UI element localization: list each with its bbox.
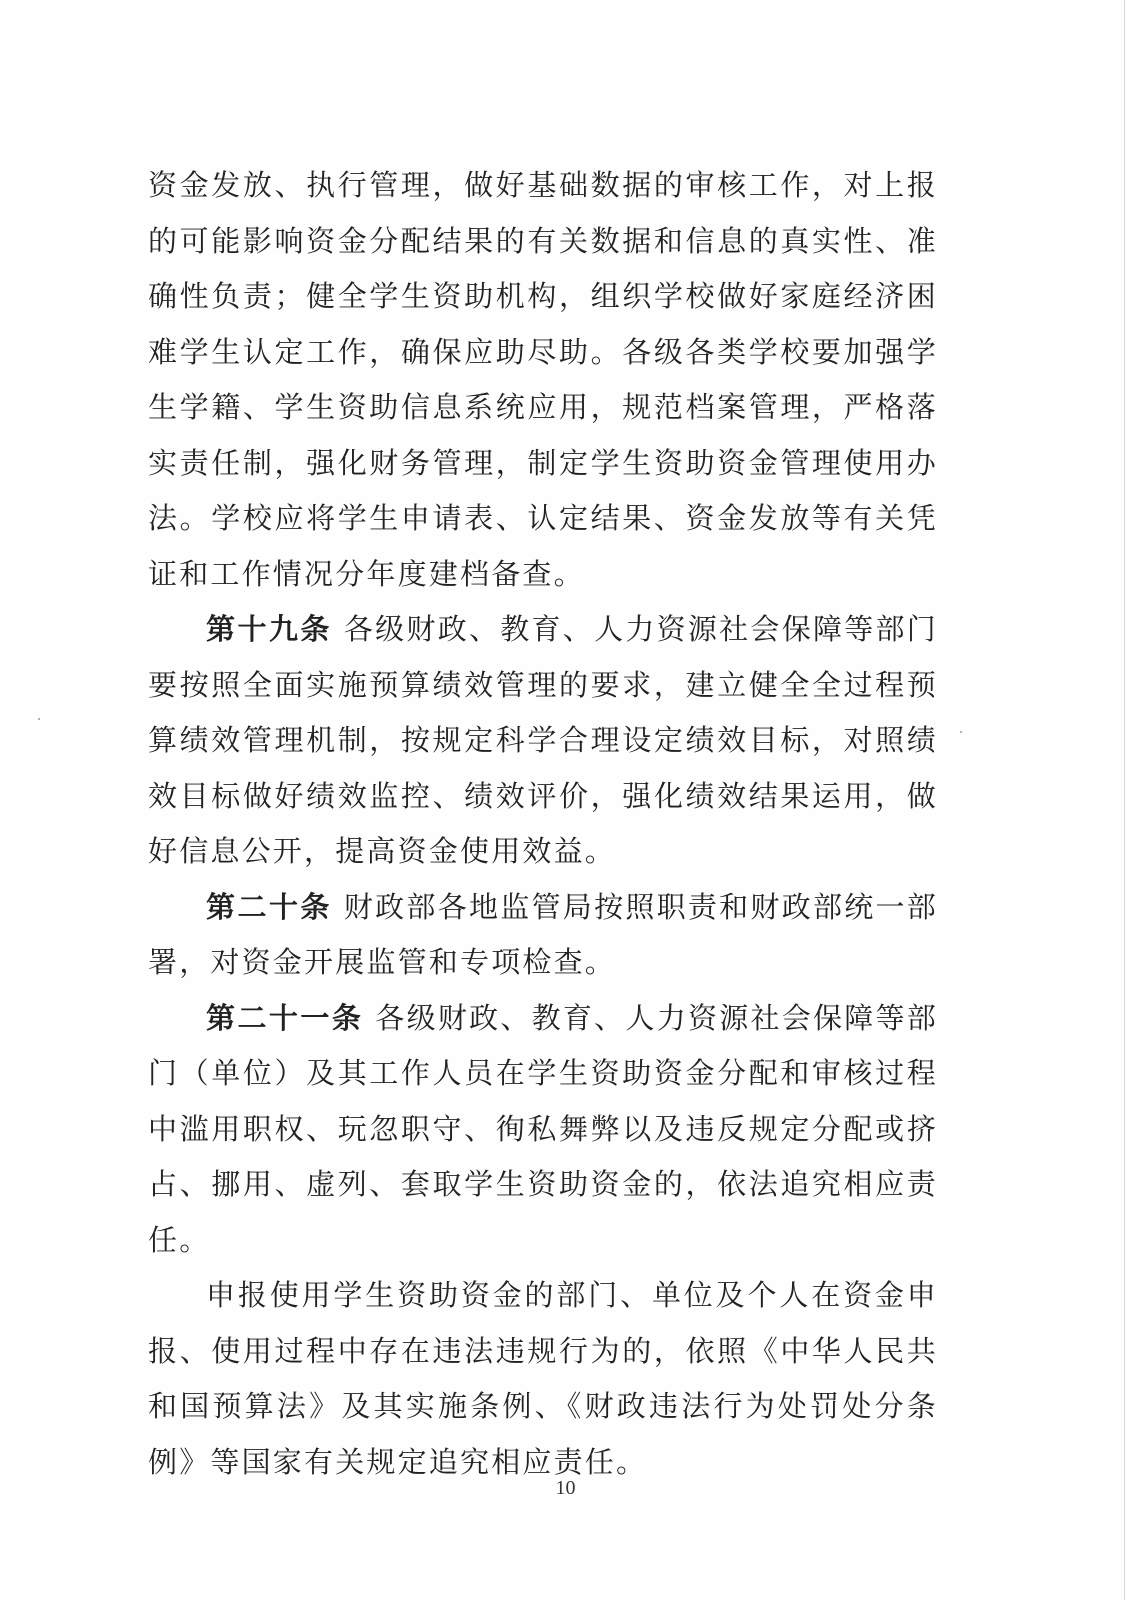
article-text: 各级财政、教育、人力资源社会保障等部门（单位）及其工作人员在学生资助资金分配和审核过程中滥用职权、玩忽职守、徇私舞弊以及违反规定分配或挤占、挪用、虚列、套取学生资助资金的，依法追究相应责任。 <box>148 1000 938 1257</box>
article-19 <box>148 602 938 880</box>
article-text: 财政部各地监管局按照职责和财政部统一部署，对资金开展监管和专项检查。 <box>148 889 938 979</box>
scan-edge-line <box>1124 0 1125 1600</box>
paragraph-continuation <box>148 158 938 602</box>
article-label: 第十九条 <box>206 612 332 646</box>
page-number: 10 <box>555 1477 576 1499</box>
paragraph-text: 申报使用学生资助资金的部门、单位及个人在资金申报、使用过程中存在违法违规行为的，依照《中华人民共和国预算法》及其实施条例、《财政违法行为处罚处分条例》等国家有关规定追究相应责任。 <box>148 1278 938 1479</box>
article-20 <box>148 880 938 991</box>
scan-speck <box>960 731 962 733</box>
article-label: 第二十一条 <box>206 1000 364 1035</box>
article-21 <box>148 991 938 1269</box>
scan-speck <box>38 718 40 720</box>
paragraph-penalty <box>148 1268 938 1490</box>
document-body <box>148 158 938 1490</box>
article-label: 第二十条 <box>206 889 332 924</box>
paragraph-text: 资金发放、执行管理，做好基础数据的审核工作，对上报的可能影响资金分配结果的有关数据和信息的真实性、准确性负责；健全学生资助机构，组织学校做好家庭经济困难学生认定工作，确保应助尽助。各级各类学校要加强学生学籍、学生资助信息系统应用，规范档案管理，严格落实责任制，强化财务管理，制定学生资助资金管理使用办法。学校应将学生申请表、认定结果、资金发放等有关凭证和工作情况分年度建档备查。 <box>148 168 938 591</box>
article-text: 各级财政、教育、人力资源社会保障等部门要按照全面实施预算绩效管理的要求，建立健全全过程预算绩效管理机制，按规定科学合理设定绩效目标，对照绩效目标做好绩效监控、绩效评价，强化绩效结果运用，做好信息公开，提高资金使用效益。 <box>148 612 938 868</box>
